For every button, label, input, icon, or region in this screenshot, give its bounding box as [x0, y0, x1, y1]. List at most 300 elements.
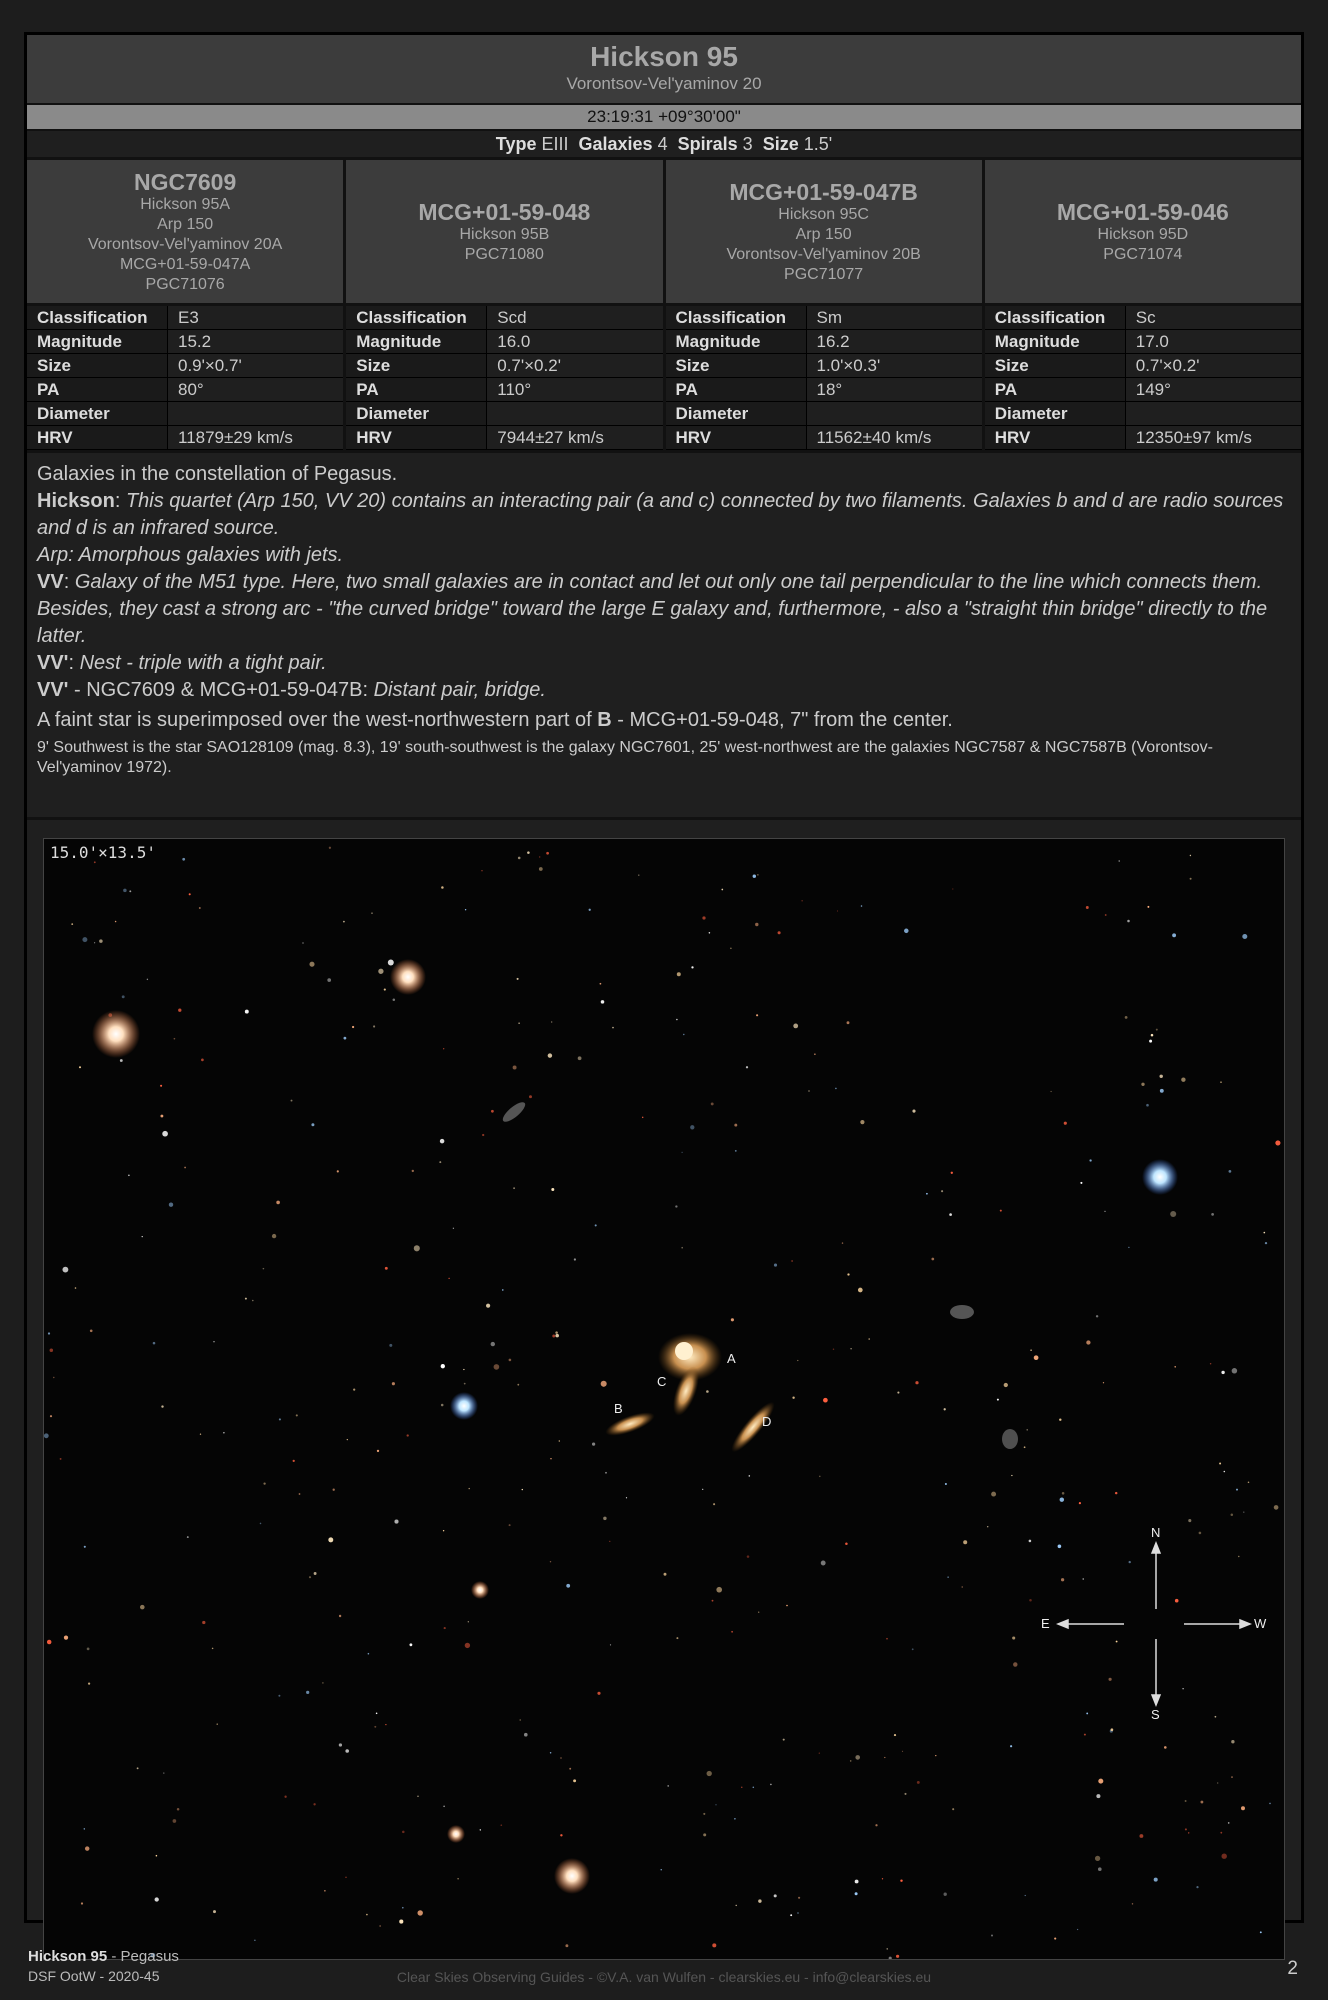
star: [897, 1392, 899, 1394]
star: [1012, 1636, 1015, 1639]
star: [842, 1242, 843, 1243]
star: [850, 1348, 851, 1349]
galaxy-alias: Vorontsov-Vel'yaminov 20A: [87, 235, 283, 253]
row-value: 7944±27 km/s: [487, 426, 663, 450]
star: [453, 1228, 454, 1229]
star: [991, 1492, 996, 1497]
star: [276, 1201, 280, 1205]
star: [858, 1288, 863, 1293]
field-of-view: 15.0'×13.5': [50, 843, 156, 862]
star: [783, 1739, 785, 1741]
table-row: [666, 378, 982, 402]
star: [774, 1894, 777, 1897]
row-label: Classification: [666, 306, 807, 330]
table-row: [985, 330, 1301, 354]
star: [448, 1278, 449, 1279]
star: [84, 1828, 85, 1829]
star: [412, 1170, 414, 1172]
star: [949, 1213, 952, 1216]
star: [947, 1576, 948, 1577]
row-label: PA: [985, 378, 1126, 402]
note-text: This quartet (Arp 150, VV 20) contains an interacting pair (a and c) connected by two filaments. Galaxies b and d are radio sources and d is an infrared source.: [37, 490, 1284, 539]
star: [912, 1648, 914, 1650]
note-label: B: [597, 709, 612, 731]
star: [819, 1476, 820, 1477]
star: [529, 1095, 532, 1098]
star: [388, 960, 394, 966]
star: [376, 1713, 378, 1715]
star: [1125, 1016, 1128, 1019]
type-label: Type: [495, 134, 537, 154]
star: [690, 1125, 694, 1129]
star: [1059, 1418, 1061, 1420]
row-label: Magnitude: [985, 330, 1126, 354]
row-value: 18°: [806, 378, 982, 402]
note-text: A faint star is superimposed over the west-northwestern part of: [37, 709, 598, 731]
row-value: 0.9'×0.7': [168, 354, 344, 378]
star: [677, 972, 681, 976]
star: [417, 1910, 422, 1915]
star: [734, 1818, 736, 1820]
star: [50, 1349, 54, 1353]
star: [1154, 1878, 1158, 1882]
star: [1109, 1678, 1112, 1681]
star: [245, 1298, 247, 1300]
note-label: VV: [37, 571, 64, 593]
star: [82, 937, 87, 942]
row-value: 11879±29 km/s: [168, 426, 344, 450]
star: [64, 1635, 68, 1639]
galaxy-alias: Vorontsov-Vel'yaminov 20B: [726, 245, 921, 263]
row-label: Classification: [985, 306, 1126, 330]
star: [1149, 1040, 1152, 1043]
star: [1181, 1078, 1185, 1082]
star: [1199, 1532, 1202, 1535]
star: [81, 1902, 83, 1904]
star: [366, 1914, 368, 1916]
star: [385, 1267, 388, 1270]
row-label: PA: [346, 378, 487, 402]
star: [963, 1540, 967, 1544]
note-label: VV': [37, 679, 69, 701]
galaxy-column-d: [985, 160, 1301, 450]
row-label: Size: [27, 354, 168, 378]
row-label: HRV: [27, 426, 168, 450]
star: [309, 1576, 311, 1578]
star: [353, 1389, 355, 1391]
star: [944, 1893, 947, 1896]
star: [79, 1066, 81, 1068]
star: [882, 1878, 883, 1879]
background-galaxy: [1002, 1429, 1018, 1449]
star: [1231, 1514, 1234, 1517]
table-row: [666, 402, 982, 426]
star: [734, 1124, 737, 1127]
star: [808, 1090, 809, 1091]
star: [90, 1329, 93, 1332]
star: [1269, 1803, 1271, 1805]
table-row: [985, 402, 1301, 426]
star: [486, 1304, 490, 1308]
star: [603, 1517, 606, 1520]
note-text: Galaxy of the M51 type. Here, two small galaxies are in contact and let out only one tail perpendicular to the line which connects them. Besides, they cast a strong arc - "the curved bridge" toward the large E galaxy and, furthermore, - also a "straight thin bridge" directly to the latter.: [37, 571, 1268, 647]
row-value: 0.7'×0.2': [1125, 354, 1301, 378]
star: [793, 1023, 798, 1028]
star: [595, 1224, 597, 1226]
table-row: [27, 330, 343, 354]
row-label: Diameter: [985, 402, 1126, 426]
star: [443, 1530, 444, 1531]
star: [184, 1167, 186, 1169]
table-row: [346, 378, 662, 402]
star: [491, 1110, 494, 1113]
galaxy-d: [726, 1397, 779, 1456]
star: [115, 921, 117, 923]
star: [324, 1890, 326, 1892]
star: [441, 1364, 445, 1368]
star: [1217, 1782, 1218, 1783]
star: [926, 1193, 928, 1195]
star: [517, 1384, 519, 1386]
star: [589, 909, 591, 911]
star: [306, 1691, 309, 1694]
star: [735, 1150, 737, 1152]
galaxy-column-b: [346, 160, 665, 450]
galaxy-b: [603, 1408, 657, 1441]
star: [99, 939, 103, 943]
star: [84, 1546, 86, 1548]
star: [311, 1123, 314, 1126]
star: [263, 1268, 265, 1270]
star: [147, 979, 148, 980]
star: [1242, 934, 1247, 939]
star: [44, 1433, 49, 1438]
compass-n: N: [1151, 1525, 1161, 1540]
star: [749, 1475, 751, 1477]
star: [1086, 1712, 1088, 1714]
star: [500, 1824, 502, 1826]
star: [1260, 1931, 1262, 1933]
star: [1231, 1740, 1234, 1743]
table-row: [27, 354, 343, 378]
star: [482, 1134, 484, 1136]
star: [667, 1785, 669, 1787]
star: [661, 1869, 662, 1870]
row-value: 17.0: [1125, 330, 1301, 354]
star: [518, 857, 521, 860]
star: [935, 1755, 936, 1756]
star: [868, 1338, 870, 1340]
star: [1079, 1502, 1081, 1504]
compass-w: W: [1254, 1616, 1267, 1631]
star: [328, 1537, 333, 1542]
star: [517, 978, 519, 980]
background-galaxy: [500, 1099, 528, 1125]
star: [889, 1957, 892, 1959]
star: [212, 1648, 214, 1650]
star: [1095, 1856, 1100, 1861]
star: [1188, 1519, 1191, 1522]
star: [1172, 933, 1176, 937]
star: [1105, 914, 1107, 916]
bright-star: [447, 1825, 465, 1843]
star: [797, 1360, 798, 1361]
star: [202, 1621, 205, 1624]
star: [1086, 1340, 1090, 1344]
row-label: Size: [985, 354, 1126, 378]
star: [664, 1573, 667, 1576]
table-row: [346, 330, 662, 354]
star: [368, 1653, 370, 1655]
star: [706, 1390, 709, 1393]
galaxy-alias: PGC71076: [145, 275, 225, 293]
bright-star: [471, 1581, 489, 1599]
star: [941, 1190, 943, 1192]
star: [1119, 860, 1120, 861]
row-label: HRV: [346, 426, 487, 450]
galaxy-alias: Hickson 95B: [459, 225, 550, 243]
star: [821, 1561, 826, 1566]
star: [1170, 1211, 1176, 1217]
star: [94, 942, 95, 943]
star: [945, 1483, 947, 1485]
intro-line: Galaxies in the constellation of Pegasus.: [37, 463, 398, 485]
star: [987, 1526, 988, 1527]
star: [75, 1287, 77, 1289]
star: [153, 1342, 156, 1345]
faint-star-note: [37, 707, 1291, 734]
star: [1188, 1832, 1189, 1833]
star: [254, 1940, 255, 1941]
table-row: [985, 306, 1301, 330]
table-row: [666, 306, 982, 330]
star: [676, 1637, 678, 1639]
star: [291, 1100, 293, 1102]
star: [638, 874, 639, 875]
galaxies-value: 4: [657, 134, 668, 154]
star: [550, 1561, 551, 1562]
star: [160, 1085, 162, 1087]
table-row: [346, 402, 662, 426]
star: [675, 1205, 677, 1207]
row-value: 0.7'×0.2': [487, 354, 663, 378]
star: [161, 1405, 163, 1407]
star: [217, 1723, 218, 1724]
star: [1098, 1867, 1102, 1871]
star: [1060, 1497, 1064, 1501]
star: [1264, 1232, 1266, 1234]
star: [189, 893, 191, 895]
row-label: HRV: [666, 426, 807, 450]
star: [902, 1751, 903, 1752]
star: [798, 1897, 800, 1899]
star: [457, 1878, 458, 1879]
star: [337, 1170, 339, 1172]
star: [1064, 1122, 1067, 1125]
spirals-value: 3: [742, 134, 753, 154]
footer-constellation: - Pegasus: [107, 1948, 179, 1965]
compass-s: S: [1151, 1707, 1160, 1722]
footer-series: DSF OotW - 2020-45: [28, 1968, 160, 1984]
galaxy-name: MCG+01-59-046: [1056, 198, 1229, 225]
star: [177, 1808, 180, 1811]
star: [252, 1300, 254, 1302]
vv-pair-note: [37, 677, 1291, 704]
star: [1236, 1489, 1238, 1491]
sky-image: [43, 838, 1285, 1960]
star: [1127, 920, 1130, 923]
star: [1025, 1895, 1026, 1896]
galaxy-alias: PGC71074: [1103, 245, 1183, 263]
star: [539, 856, 540, 857]
star: [1232, 1368, 1238, 1374]
star: [702, 916, 705, 919]
star: [847, 1021, 850, 1024]
star: [904, 1793, 906, 1795]
star: [327, 978, 331, 982]
star: [1265, 1242, 1267, 1244]
star: [560, 1834, 562, 1836]
star: [62, 1267, 68, 1273]
table-row: [985, 354, 1301, 378]
galaxy-properties: [666, 306, 982, 450]
star: [509, 1359, 512, 1362]
galaxy-alias: Arp 150: [157, 215, 214, 233]
star: [1274, 1505, 1279, 1510]
star: [1024, 1446, 1026, 1448]
star: [156, 1855, 158, 1857]
star: [513, 1187, 515, 1189]
row-value: 15.2: [168, 330, 344, 354]
star: [1058, 1544, 1062, 1548]
page-subtitle: Vorontsov-Vel'yaminov 20: [566, 74, 762, 93]
star: [1151, 1034, 1154, 1037]
star: [837, 910, 838, 911]
star: [299, 1493, 301, 1495]
star: [441, 886, 444, 889]
star: [601, 1381, 607, 1387]
table-row: [27, 378, 343, 402]
star: [1077, 1929, 1078, 1930]
star: [546, 852, 549, 855]
galaxy-name: NGC7609: [133, 168, 237, 195]
table-row: [346, 426, 662, 450]
star: [1030, 1349, 1032, 1351]
star: [527, 851, 530, 854]
star: [1011, 1475, 1012, 1476]
star: [1174, 1366, 1176, 1368]
row-value: 80°: [168, 378, 344, 402]
star: [393, 998, 396, 1001]
star: [691, 966, 693, 968]
star: [746, 1066, 748, 1068]
description: [27, 450, 1301, 820]
star: [1200, 1801, 1203, 1804]
bright-star: [554, 1858, 590, 1894]
arp-note: [37, 542, 1291, 569]
row-label: Diameter: [346, 402, 487, 426]
star: [293, 1460, 295, 1462]
star: [394, 1520, 398, 1524]
star: [1229, 1170, 1232, 1173]
star: [850, 1760, 852, 1762]
row-label: Magnitude: [27, 330, 168, 354]
star: [1084, 1734, 1086, 1736]
galaxy-alias: Hickson 95A: [140, 195, 231, 213]
star: [1086, 906, 1089, 909]
galaxy-alias: Hickson 95D: [1097, 225, 1189, 243]
star: [1029, 1599, 1032, 1602]
star: [702, 1489, 703, 1490]
star: [322, 1682, 324, 1684]
star: [1221, 1853, 1226, 1858]
star: [550, 1458, 551, 1459]
row-value: [806, 402, 982, 426]
star: [753, 1787, 755, 1789]
star: [550, 1752, 552, 1754]
star: [313, 1803, 315, 1805]
star: [711, 1102, 714, 1105]
star: [480, 1829, 481, 1830]
star: [1132, 1903, 1133, 1904]
star: [522, 1489, 523, 1490]
star: [610, 1644, 611, 1645]
star: [50, 1415, 52, 1417]
star: [199, 907, 201, 909]
star: [555, 1334, 559, 1338]
star: [155, 1897, 159, 1901]
star: [778, 931, 781, 934]
star: [791, 1260, 793, 1262]
star: [296, 1414, 298, 1416]
star: [520, 1719, 521, 1720]
star: [169, 1202, 173, 1206]
star: [129, 890, 131, 892]
star: [392, 1382, 395, 1385]
bright-star: [450, 1392, 478, 1420]
star: [790, 1914, 792, 1916]
star: [465, 909, 466, 910]
star: [835, 1088, 837, 1090]
star: [770, 1784, 772, 1786]
star: [951, 1172, 953, 1174]
star: [1241, 1806, 1245, 1810]
star: [1220, 1832, 1222, 1834]
star: [952, 888, 953, 889]
star: [441, 1404, 444, 1407]
star: [399, 1920, 403, 1924]
star: [1139, 1834, 1143, 1838]
star: [160, 1115, 163, 1118]
star: [548, 1053, 552, 1057]
galaxy-properties: [985, 306, 1301, 450]
galaxy-alias: MCG+01-59-047A: [119, 255, 251, 273]
star: [439, 1161, 441, 1163]
star: [1111, 1728, 1114, 1731]
star: [302, 942, 303, 943]
star: [681, 1152, 682, 1153]
star: [509, 1524, 511, 1526]
star: [223, 1432, 224, 1433]
star: [494, 1364, 500, 1370]
table-row: [666, 426, 982, 450]
star: [417, 1796, 418, 1797]
star: [402, 1907, 404, 1909]
star: [931, 1258, 934, 1261]
star: [284, 1796, 286, 1798]
star: [469, 1488, 470, 1489]
star: [900, 1879, 902, 1881]
